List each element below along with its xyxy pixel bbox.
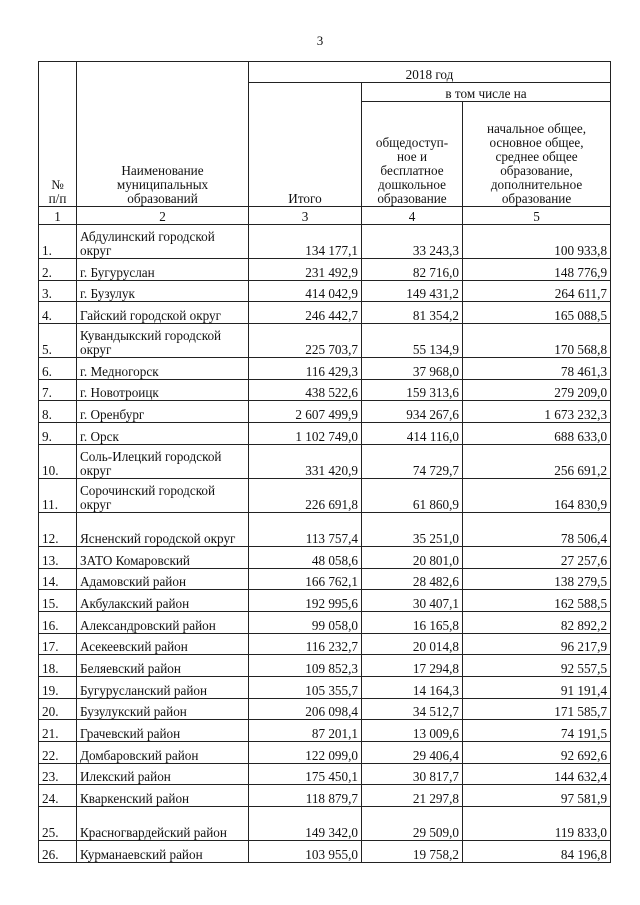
preschool-value: 934 267,6 [362, 401, 463, 423]
general-education-value: 92 557,5 [463, 655, 611, 677]
row-number: 22. [39, 742, 77, 764]
header-year: 2018 год [249, 62, 611, 83]
preschool-value: 414 116,0 [362, 423, 463, 445]
preschool-value: 29 406,4 [362, 742, 463, 764]
general-education-value: 171 585,7 [463, 698, 611, 720]
municipality-name: г. Новотроицк [77, 379, 249, 401]
general-education-value: 148 776,9 [463, 259, 611, 281]
general-education-value: 91 191,4 [463, 676, 611, 698]
table-row [39, 512, 611, 546]
row-number: 14. [39, 568, 77, 590]
preschool-value: 17 294,8 [362, 655, 463, 677]
preschool-value: 37 968,0 [362, 358, 463, 380]
preschool-value: 35 251,0 [362, 512, 463, 546]
preschool-value: 74 729,7 [362, 444, 463, 478]
general-education-value: 100 933,8 [463, 225, 611, 259]
column-index: 5 [463, 207, 611, 225]
row-number: 4. [39, 302, 77, 324]
preschool-value: 34 512,7 [362, 698, 463, 720]
header-preschool-label: общедоступ- ное и бесплатное дошкольное образование [375, 135, 449, 206]
table-row [39, 302, 611, 324]
preschool-value: 55 134,9 [362, 324, 463, 358]
municipality-name: Адамовский район [77, 568, 249, 590]
municipality-name: г. Бугуруслан [77, 259, 249, 281]
table-row [39, 763, 611, 785]
general-education-value: 119 833,0 [463, 807, 611, 841]
table-row [39, 401, 611, 423]
header-total: Итого [249, 83, 362, 207]
table-row [39, 444, 611, 478]
total-value: 438 522,6 [249, 379, 362, 401]
municipality-name: Домбаровский район [77, 742, 249, 764]
table-row [39, 633, 611, 655]
general-education-value: 688 633,0 [463, 423, 611, 445]
general-education-value: 92 692,6 [463, 742, 611, 764]
municipality-name: Красногвардейский район [77, 807, 249, 841]
municipality-name: г. Бузулук [77, 280, 249, 302]
general-education-value: 164 830,9 [463, 478, 611, 512]
general-education-value: 97 581,9 [463, 785, 611, 807]
general-education-value: 78 506,4 [463, 512, 611, 546]
row-number: 6. [39, 358, 77, 380]
total-value: 103 955,0 [249, 841, 362, 863]
general-education-value: 144 632,4 [463, 763, 611, 785]
preschool-value: 19 758,2 [362, 841, 463, 863]
municipality-name: Грачевский район [77, 720, 249, 742]
row-number: 18. [39, 655, 77, 677]
preschool-value: 13 009,6 [362, 720, 463, 742]
general-education-value: 74 191,5 [463, 720, 611, 742]
general-education-value: 279 209,0 [463, 379, 611, 401]
total-value: 113 757,4 [249, 512, 362, 546]
preschool-value: 30 407,1 [362, 590, 463, 612]
total-value: 2 607 499,9 [249, 401, 362, 423]
municipality-name: Ясненский городской округ [77, 512, 249, 546]
row-number: 26. [39, 841, 77, 863]
table-row [39, 807, 611, 841]
budget-table [38, 61, 611, 863]
table-row [39, 423, 611, 445]
table-row [39, 478, 611, 512]
row-number: 5. [39, 324, 77, 358]
total-value: 87 201,1 [249, 720, 362, 742]
table-row [39, 379, 611, 401]
municipality-name: г. Орск [77, 423, 249, 445]
preschool-value: 14 164,3 [362, 676, 463, 698]
page-number: 3 [316, 33, 324, 48]
row-number: 1. [39, 225, 77, 259]
municipality-name: Соль-Илецкий городской округ [77, 444, 249, 478]
row-number: 23. [39, 763, 77, 785]
municipality-name: г. Медногорск [77, 358, 249, 380]
table-row [39, 611, 611, 633]
municipality-name: Сорочинский городской округ [77, 478, 249, 512]
general-education-value: 84 196,8 [463, 841, 611, 863]
total-value: 122 099,0 [249, 742, 362, 764]
row-number: 24. [39, 785, 77, 807]
row-number: 10. [39, 444, 77, 478]
total-value: 246 442,7 [249, 302, 362, 324]
table-row [39, 280, 611, 302]
general-education-value: 78 461,3 [463, 358, 611, 380]
table-row [39, 324, 611, 358]
row-number: 2. [39, 259, 77, 281]
row-number: 20. [39, 698, 77, 720]
column-index: 3 [249, 207, 362, 225]
table-body [39, 225, 611, 863]
row-number: 19. [39, 676, 77, 698]
preschool-value: 61 860,9 [362, 478, 463, 512]
preschool-value: 29 509,0 [362, 807, 463, 841]
total-value: 225 703,7 [249, 324, 362, 358]
total-value: 48 058,6 [249, 546, 362, 568]
total-value: 331 420,9 [249, 444, 362, 478]
preschool-value: 149 431,2 [362, 280, 463, 302]
preschool-value: 28 482,6 [362, 568, 463, 590]
header-row-number [39, 62, 77, 207]
municipality-name: Беляевский район [77, 655, 249, 677]
total-value: 118 879,7 [249, 785, 362, 807]
total-value: 1 102 749,0 [249, 423, 362, 445]
general-education-value: 27 257,6 [463, 546, 611, 568]
general-education-value: 82 892,2 [463, 611, 611, 633]
column-index: 4 [362, 207, 463, 225]
total-value: 231 492,9 [249, 259, 362, 281]
row-number: 9. [39, 423, 77, 445]
row-number: 12. [39, 512, 77, 546]
total-value: 166 762,1 [249, 568, 362, 590]
preschool-value: 33 243,3 [362, 225, 463, 259]
table-row [39, 546, 611, 568]
table-row [39, 225, 611, 259]
preschool-value: 16 165,8 [362, 611, 463, 633]
header-including: в том числе на [362, 83, 611, 102]
table-row [39, 568, 611, 590]
header-preschool [362, 102, 463, 207]
municipality-name: Акбулакский район [77, 590, 249, 612]
municipality-name: Гайский городской округ [77, 302, 249, 324]
total-value: 149 342,0 [249, 807, 362, 841]
general-education-value: 256 691,2 [463, 444, 611, 478]
header-general-education [463, 102, 611, 207]
preschool-value: 159 313,6 [362, 379, 463, 401]
general-education-value: 170 568,8 [463, 324, 611, 358]
municipality-name: Бузулукский район [77, 698, 249, 720]
municipality-name: ЗАТО Комаровский [77, 546, 249, 568]
column-index: 1 [39, 207, 77, 225]
preschool-value: 82 716,0 [362, 259, 463, 281]
preschool-value: 20 801,0 [362, 546, 463, 568]
municipality-name: Илекский район [77, 763, 249, 785]
header-municipality [77, 62, 249, 207]
table-row [39, 698, 611, 720]
total-value: 134 177,1 [249, 225, 362, 259]
preschool-value: 30 817,7 [362, 763, 463, 785]
preschool-value: 81 354,2 [362, 302, 463, 324]
total-value: 192 995,6 [249, 590, 362, 612]
column-index: 2 [77, 207, 249, 225]
row-number: 16. [39, 611, 77, 633]
table-row [39, 676, 611, 698]
municipality-name: г. Оренбург [77, 401, 249, 423]
general-education-value: 96 217,9 [463, 633, 611, 655]
total-value: 414 042,9 [249, 280, 362, 302]
general-education-value: 1 673 232,3 [463, 401, 611, 423]
municipality-name: Асекеевский район [77, 633, 249, 655]
municipality-name: Кувандыкский городской округ [77, 324, 249, 358]
total-value: 105 355,7 [249, 676, 362, 698]
total-value: 175 450,1 [249, 763, 362, 785]
table-row [39, 720, 611, 742]
header-municipality-label: Наименование муниципальных образований [116, 163, 209, 206]
row-number: 8. [39, 401, 77, 423]
total-value: 116 429,3 [249, 358, 362, 380]
municipality-name: Курманаевский район [77, 841, 249, 863]
municipality-name: Кваркенский район [77, 785, 249, 807]
row-number: 3. [39, 280, 77, 302]
general-education-value: 264 611,7 [463, 280, 611, 302]
total-value: 226 691,8 [249, 478, 362, 512]
municipality-name: Абдулинский городской округ [77, 225, 249, 259]
preschool-value: 21 297,8 [362, 785, 463, 807]
preschool-value: 20 014,8 [362, 633, 463, 655]
table-row [39, 259, 611, 281]
total-value: 99 058,0 [249, 611, 362, 633]
row-number: 15. [39, 590, 77, 612]
general-education-value: 165 088,5 [463, 302, 611, 324]
row-number: 7. [39, 379, 77, 401]
general-education-value: 162 588,5 [463, 590, 611, 612]
header-row-number-label: № п/п [48, 177, 67, 206]
row-number: 13. [39, 546, 77, 568]
municipality-name: Бугурусланский район [77, 676, 249, 698]
total-value: 206 098,4 [249, 698, 362, 720]
header-general-education-label: начальное общее, основное общее, среднее общее образование, дополнительное образование [487, 121, 587, 206]
table-row [39, 590, 611, 612]
row-number: 25. [39, 807, 77, 841]
table-row [39, 655, 611, 677]
total-value: 109 852,3 [249, 655, 362, 677]
row-number: 17. [39, 633, 77, 655]
table-row [39, 358, 611, 380]
table-row [39, 742, 611, 764]
general-education-value: 138 279,5 [463, 568, 611, 590]
total-value: 116 232,7 [249, 633, 362, 655]
municipality-name: Александровский район [77, 611, 249, 633]
column-index-row [39, 207, 611, 225]
row-number: 21. [39, 720, 77, 742]
table-row [39, 841, 611, 863]
row-number: 11. [39, 478, 77, 512]
table-row [39, 785, 611, 807]
